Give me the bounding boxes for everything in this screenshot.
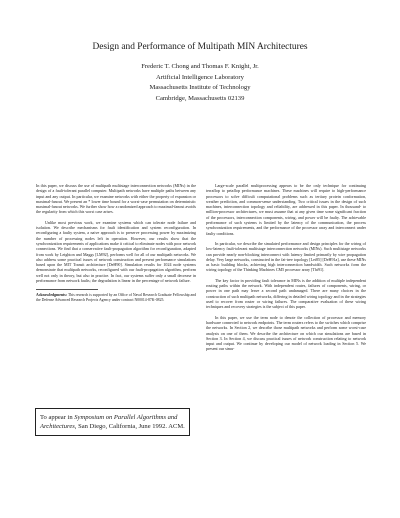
acknowledgments-text: This research is supported by an Office of Naval Research Graduate Fellowship and the Defense Advanced Research Projects Agency under contract N00014-87K-0825. xyxy=(36,293,197,303)
author-affiliation-institute: Massachusetts Institute of Technology xyxy=(149,84,251,92)
paper-title: Design and Performance of Multipath MIN Architectures xyxy=(92,42,308,52)
author-address: Cambridge, Massachusetts 02139 xyxy=(155,94,245,102)
acknowledgments-note xyxy=(36,293,196,303)
author-names: Frederic T. Chong and Thomas F. Knight, Jr. xyxy=(141,63,259,70)
right-column xyxy=(206,183,366,352)
footnote-rule xyxy=(36,289,98,290)
publication-venue: Symposium on Parallel Algorithms and Architectures xyxy=(40,414,178,430)
author-affiliation-lab: Artificial Intelligence Laboratory xyxy=(156,73,244,81)
publication-notice-prefix: To appear in xyxy=(40,414,73,421)
publication-notice-box xyxy=(35,408,190,436)
body-paragraph: In this paper, we use the term node to denote the collection of processor and memory hardware connected to network endpoints. The term routers refers to the switches which comprise the networks. In Section 2, we describe those multipath networks and perform some worst-case analysis on one of them. We describe the architecture on which our simulations are based in Section 3. In Section 4, we discuss practical issues of network construction relating to network input and output. We continue by developing our model of network loading in Section 5. We present our simu- xyxy=(206,314,366,352)
body-paragraph: Unlike most previous work, we examine systems which can tolerate node failure and isolation. We describe mechanisms for fault identification and system reconfiguration. In reconfiguring a faulty system, a naive approach is to preserve processing power by maximizing the number of processing nodes left in operation. However, our results show that the synchronization requirements of applications make it critical to eliminate nodes with poor network connections. We find that a conservative fault-propagation algorithm for reconfiguration, adapted from work by Leighton and Maggs [LM92], performs well for all of our multipath networks. We also address some practical issues of network construction and present performance simulations based upon the MIT Transit architecture [DeH90]. Simulation results for 1024 node systems demonstrate that multipath networks, reconfigured with our fault-propagation algorithm, perform well not only in theory, but also in practice. In fact, our systems suffer only a small decrease in performance from network faults; the degradation is linear in the percentage of network failure. xyxy=(36,219,196,283)
body-paragraph: The key factor in providing fault tolerance in MINs is the addition of multiple independent routing paths within the network. With independent routes, failures of components, wiring, or power in one path may leave a second path undamaged. There are many choices in the construction of such multipath networks, differing in detailed wiring topology and in the strategies used to recover from router or wiring failures. The comparative evaluation of these wiring techniques and recovery strategies is the subject of this paper. xyxy=(206,277,366,310)
publication-notice-details: , San Diego, California, June 1992. ACM. xyxy=(74,423,185,430)
intro-paragraph: Large-scale parallel multiprocessing appears to be the only technique for continuing terraflop to petaflop performance machines. These machines will require to high-performance processors to solve difficult computational problems such as tertiary protein conformation, weather prediction, and common-sense understanding. Two critical issues in the design of such machines, interconnection topology and reliability, are addressed in this paper. In thousand- to million-processor architectures, we must assume that at any given time some significant fraction of the processors, interconnection components, wiring, and power will be faulty. The achievable performance of such systems is limited by the latency of the communication, the process synchronization requirements, and the performance of the processor array and interconnect under faulty conditions. xyxy=(206,183,366,236)
author-block xyxy=(0,62,400,104)
abstract-paragraph: In this paper, we discuss the use of multipath multistage interconnection networks (MINs) in the design of a fault-tolerant parallel computer. Multipath networks have multiple paths between any input and any output. In particular, we examine networks with either the property of expansion or maximal-fanout. We present an * lower time bound for a worst-case permutation on deterministic maximal-fanout networks. We further show how a randomized approach to maximal-fanout avoids the regularity from which this worst case arises. xyxy=(36,183,196,215)
left-column xyxy=(36,183,196,303)
body-paragraph: In particular, we describe the simulated performance and design principles for the wiring of low-latency fault-tolerant multistage interconnection networks (MINs). Such multistage networks can provide nearly non-blocking interconnect with latency limited primarily by wire propagation delay. Very large networks, constructed in the fat-tree topology [Lei85] [DeH91a], use these MINs as basic building blocks, achieving high interconnection bandwidth. Such networks form the wiring topology of the Thinking Machines CM5 processor array [Thi91]. xyxy=(206,241,366,273)
acknowledgments-heading: Acknowledgments: xyxy=(36,293,68,298)
